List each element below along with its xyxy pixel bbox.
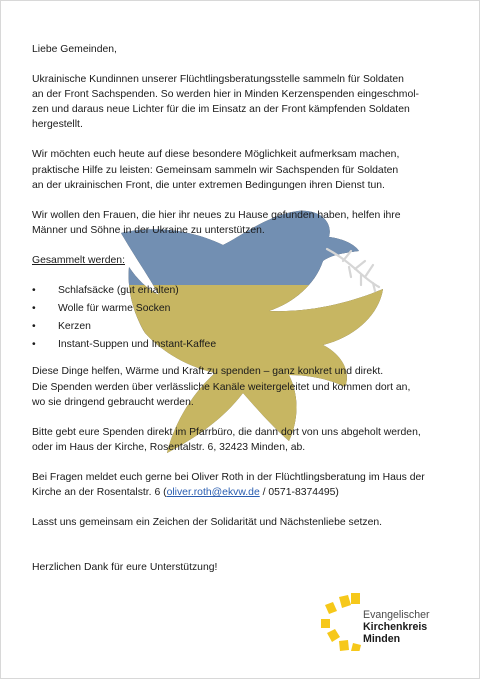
line: an der Front Sachspenden. So werden hier in Minden Kerzenspenden eingeschmol-	[32, 89, 420, 101]
list-item	[32, 319, 462, 334]
line: praktische Hilfe zu leisten: Gemeinsam sammeln wir Sachspenden für Soldaten	[32, 164, 399, 176]
item-label: Instant-Suppen und Instant-Kaffee	[58, 339, 217, 351]
line: Ukrainische Kundinnen unserer Flüchtlingsberatungsstelle sammeln für Soldaten	[32, 74, 404, 86]
line: Kirche an der Rosentalstr. 6 (	[32, 486, 167, 498]
paragraph-benefit	[32, 364, 462, 409]
bullet-icon: •	[32, 321, 36, 333]
list-item	[32, 301, 462, 316]
logo-line-3: Minden	[363, 633, 401, 645]
paragraph-intro	[32, 72, 462, 132]
letter-body	[32, 42, 462, 575]
paragraph-support	[32, 208, 462, 238]
phone-text: / 0571-8374495)	[259, 486, 339, 498]
paragraph-solidarity: Lasst uns gemeinsam ein Zeichen der Solidarität und Nächstenliebe setzen.	[32, 517, 383, 529]
donation-items-list	[32, 283, 462, 352]
paragraph-dropoff	[32, 425, 462, 455]
greeting: Liebe Gemeinden,	[32, 44, 117, 55]
line: Bitte gebt eure Spenden direkt im Pfarrbüro, die dann dort von uns abgeholt werden,	[32, 426, 421, 438]
logo-yellow-marks	[321, 593, 361, 651]
line: Wir möchten euch heute auf diese besondere Möglichkeit aufmerksam machen,	[32, 149, 400, 161]
line: Männer und Söhne in der Ukraine zu unterstützen.	[32, 224, 265, 236]
line: hergestellt.	[32, 119, 83, 131]
list-item	[32, 337, 462, 352]
line: oder im Haus der Kirche, Rosentalstr. 6, 32423 Minden, ab.	[32, 441, 306, 453]
bullet-icon: •	[32, 339, 36, 351]
paragraph-appeal	[32, 147, 462, 192]
logo-line-1: Evangelischer	[363, 609, 430, 621]
line: an der ukrainischen Front, die unter extremen Bedingungen ihren Dienst tun.	[32, 179, 385, 191]
closing-line: Herzlichen Dank für eure Unterstützung!	[32, 562, 218, 574]
item-label: Schlafsäcke (gut erhalten)	[58, 285, 179, 297]
list-item	[32, 283, 462, 298]
line: Bei Fragen meldet euch gerne bei Oliver Roth in der Flüchtlingsberatung im Haus der	[32, 471, 425, 483]
item-label: Wolle für warme Socken	[58, 303, 171, 315]
line: Diese Dinge helfen, Wärme und Kraft zu spenden – ganz konkret und direkt.	[32, 366, 384, 378]
collected-heading: Gesammelt werden:	[32, 254, 125, 266]
logo-line-2: Kirchenkreis	[363, 621, 428, 633]
line: Wir wollen den Frauen, die hier ihr neues zu Hause gefunden haben, helfen ihre	[32, 209, 401, 221]
bullet-icon: •	[32, 303, 36, 315]
line: Die Spenden werden über verlässliche Kanäle weitergeleitet und kommen dort an,	[32, 381, 411, 393]
item-label: Kerzen	[58, 321, 91, 333]
line: wo sie dringend gebraucht werden.	[32, 396, 194, 408]
bullet-icon: •	[32, 285, 36, 297]
email-link[interactable]: oliver.roth@ekvw.de	[166, 486, 260, 498]
line: zen und daraus neue Lichter für die im Einsatz an der Front kämpfenden Soldaten	[32, 104, 410, 116]
logo-text	[363, 609, 430, 645]
paragraph-contact	[32, 470, 462, 500]
